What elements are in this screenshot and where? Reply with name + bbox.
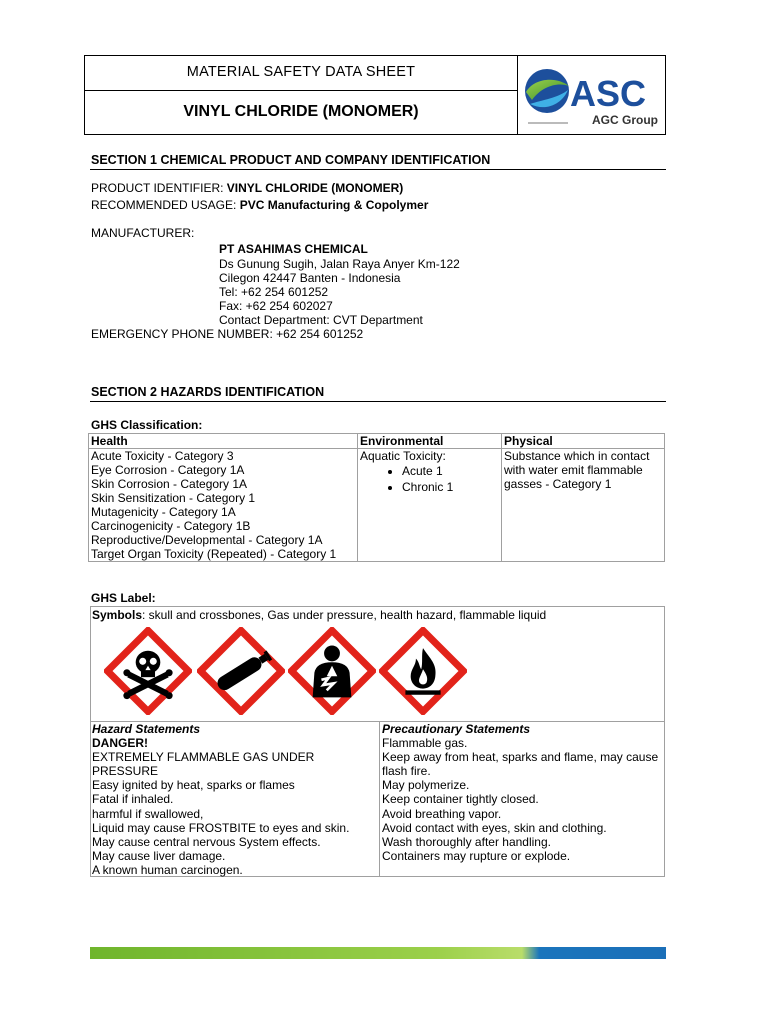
manufacturer-fax: Fax: +62 254 602027 [219,299,333,313]
list-item: Skin Corrosion - Category 1A [91,477,248,491]
manufacturer-label: MANUFACTURER: [91,226,195,240]
ghs-label-box [90,606,665,877]
product-identifier-value: VINYL CHLORIDE (MONOMER) [226,181,404,195]
company-logo [522,60,662,132]
gas-cylinder-icon [197,627,285,715]
section2-heading: SECTION 2 HAZARDS IDENTIFICATION [91,385,325,399]
environmental-cell [358,449,502,562]
manufacturer-address-1: Ds Gunung Sugih, Jalan Raya Anyer Km-122 [219,257,460,271]
manufacturer-tel: Tel: +62 254 601252 [219,285,329,299]
statements-divider [379,721,380,876]
list-item: May cause liver damage. [92,848,226,863]
table-header-row [89,434,665,449]
precautionary-statements-heading: Precautionary Statements [382,722,531,736]
list-item: Eye Corrosion - Category 1A [91,463,245,477]
svg-text:AGC Group: AGC Group [592,113,658,127]
list-item: Target Organ Toxicity (Repeated) - Category 1 [91,547,337,561]
recommended-usage-value: PVC Manufacturing & Copolymer [239,198,429,212]
contact-department: Contact Department: CVT Department [219,313,423,327]
list-item: Avoid breathing vapor. [382,806,502,821]
header-environmental: Environmental [358,434,502,449]
health-cell [89,449,358,562]
list-item: Containers may rupture or explode. [382,848,571,863]
list-item: Liquid may cause FROSTBITE to eyes and skin. [92,820,350,835]
list-item: Mutagenicity - Category 1A [91,505,236,519]
manufacturer-name: PT ASAHIMAS CHEMICAL [219,242,368,256]
table-row [89,449,665,562]
list-item: EXTREMELY FLAMMABLE GAS UNDER [92,750,315,765]
symbols-label: Symbols [92,608,143,622]
list-item: PRESSURE [92,764,159,779]
symbols-line [92,608,546,622]
section2-rule [90,401,666,402]
list-item: Wash thoroughly after handling. [382,834,551,849]
hazard-statements [92,722,377,877]
document-header [84,55,666,135]
ghs-classification-label: GHS Classification: [91,418,203,432]
ghs-label-heading: GHS Label: [91,591,156,605]
header-vertical-divider [517,56,518,134]
flame-icon [379,627,467,715]
list-item: • Acute 1 [402,463,499,479]
skull-crossbones-icon [104,627,192,715]
list-item: DANGER! [92,736,148,751]
list-item: Keep container tightly closed. [382,792,539,807]
list-item: Easy ignited by heat, sparks or flames [92,778,295,793]
svg-text:ASC: ASC [570,73,647,114]
list-item: May polymerize. [382,778,470,793]
product-name-title: VINYL CHLORIDE (MONOMER) [183,103,419,120]
asc-logo-icon [522,60,662,132]
symbols-text: : skull and crossbones, Gas under pressure, health hazard, flammable liquid [142,608,547,622]
ghs-classification-table [88,433,665,562]
list-item: Carcinogenicity - Category 1B [91,519,251,533]
list-item: • Chronic 1 [402,479,499,495]
document-title: MATERIAL SAFETY DATA SHEET [186,64,416,80]
aquatic-toxicity-label: Aquatic Toxicity: [360,449,446,463]
footer-color-bar [90,947,666,959]
list-item: Flammable gas. [382,736,468,751]
header-health: Health [89,434,358,449]
list-item: flash fire. [382,764,431,779]
manufacturer-address-2: Cilegon 42447 Banten - Indonesia [219,271,401,285]
section1-rule [90,169,666,170]
product-identifier [91,181,403,195]
list-item: Keep away from heat, sparks and flame, may cause [382,750,659,765]
section1-heading: SECTION 1 CHEMICAL PRODUCT AND COMPANY IDENTIFICATION [91,153,491,167]
recommended-usage [91,198,428,212]
list-item: Skin Sensitization - Category 1 [91,491,256,505]
health-hazard-icon [288,627,376,715]
environmental-list [360,463,499,495]
list-item: Reproductive/Developmental - Category 1A [91,533,323,547]
list-item: May cause central nervous System effects. [92,834,321,849]
list-item: Acute Toxicity - Category 3 [91,449,234,463]
list-item: A known human carcinogen. [92,862,243,877]
product-identifier-label: PRODUCT IDENTIFIER: [91,181,227,195]
physical-cell: Substance which in contact with water emit flammable gasses - Category 1 [502,449,665,562]
recommended-usage-label: RECOMMENDED USAGE: [91,198,240,212]
list-item: harmful if swallowed, [92,806,204,821]
hazard-statements-heading: Hazard Statements [92,722,201,736]
header-physical: Physical [502,434,665,449]
emergency-phone: EMERGENCY PHONE NUMBER: +62 254 601252 [91,327,364,341]
header-divider [85,90,517,91]
list-item: Fatal if inhaled. [92,792,174,807]
precautionary-statements [382,722,664,863]
list-item: Avoid contact with eyes, skin and clothing. [382,820,607,835]
